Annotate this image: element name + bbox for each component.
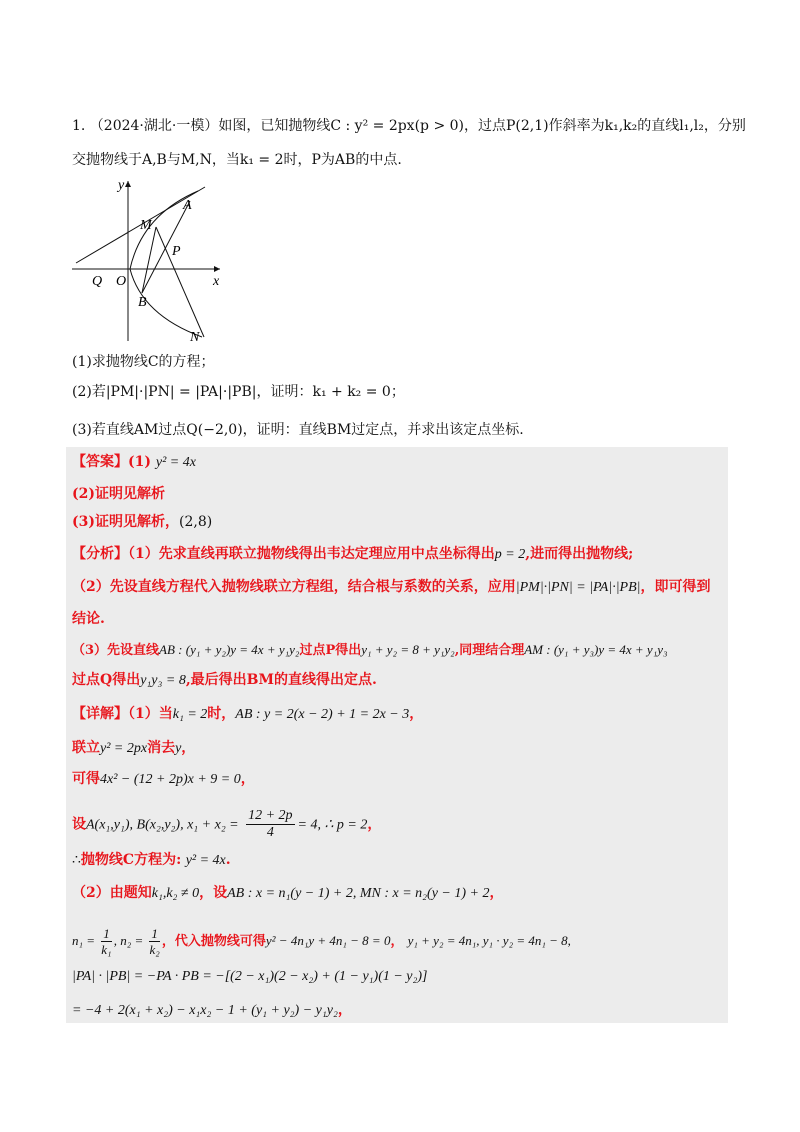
fraction-denominator: 4 [266, 825, 274, 840]
detail-7-fraction-1 [101, 926, 112, 957]
answer-line-1 [72, 452, 196, 473]
analysis-5-text2: ,最后得出BM的直线得出定点. [185, 672, 377, 688]
detail-line-4 [72, 808, 381, 841]
detail-tag: 【详解】 [72, 706, 128, 722]
detail-4-end: ， [367, 816, 382, 833]
detail-7-math2: y₁ + y₂ = 4n₁, y₁ · y₂ = 4n₁ − 8, [407, 933, 571, 948]
detail-6-end: ， [489, 885, 504, 901]
question-line-1: 1. （2024·湖北·一模）如图，已知抛物线C : y² = 2px(p > 0)，过点P(2,1)作斜率为k₁,k₂的直线l₁,l₂，分别 [72, 118, 746, 134]
question-part-1: (1)求抛物线C的方程； [72, 354, 215, 370]
answer-1-math: y² = 4x [155, 455, 196, 470]
detail-2-text1: 联立 [72, 740, 100, 756]
label-y: y [118, 178, 125, 193]
analysis-1-math: p = 2 [494, 547, 526, 562]
detail-3-math: 4x² − (12 + 2p)x + 9 = 0 [100, 772, 241, 787]
detail-4-text: 设 [72, 816, 86, 833]
analysis-4-math3: AM : (y₁ + y₃)y = 4x + y₁y₃ [524, 642, 668, 657]
detail-1-math1: k₁ = 2 [172, 707, 208, 722]
detail-4-math2: = 4, ∴ p = 2 [297, 817, 368, 833]
detail-6-text2: ，设 [199, 885, 228, 901]
detail-line-3 [72, 769, 255, 790]
analysis-line-2 [72, 577, 711, 598]
detail-1-text2: 时， [207, 706, 236, 722]
analysis-4-math1: AB : (y₁ + y₂)y = 4x + y₁y₂ [159, 642, 300, 657]
analysis-line-4 [72, 640, 668, 661]
detail-7-math: y² − 4n₁y + 4n₁ − 8 = 0 [265, 933, 391, 948]
detail-3-text: 可得 [72, 771, 100, 787]
analysis-line-1 [72, 544, 633, 565]
line-MB [142, 227, 156, 293]
detail-1-end: ， [409, 706, 424, 722]
analysis-line-3: 结论. [72, 611, 105, 627]
detail-2-math2: y [175, 741, 182, 756]
fraction-numerator: 12 + 2p [248, 808, 293, 823]
analysis-5-text1: 过点Q得出 [72, 672, 141, 688]
detail-7-text: ，代入抛物线可得 [161, 934, 266, 949]
question-line-2: 交抛物线于A,B与M,N，当k₁ = 2时，P为AB的中点. [72, 152, 402, 168]
label-x: x [213, 274, 220, 289]
answer-tag: 【答案】 [72, 454, 128, 470]
analysis-4-math2: y₁ + y₂ = 8 + y₁y₂ [361, 642, 455, 657]
detail-5-text: 抛物线C方程为: [80, 852, 182, 868]
analysis-4-text1: （3）先设直线 [72, 643, 160, 658]
label-N: N [190, 330, 200, 345]
detail-7-comma: ， [390, 934, 404, 949]
detail-6-text1: （2）由题知 [72, 885, 152, 901]
analysis-1-text: （1）先求直线再联立抛物线得出韦达定理应用中点坐标得出 [128, 546, 495, 562]
detail-4-math1: A(x₁,y₁), B(x₂,y₂), x₁ + x₂ = [86, 817, 239, 833]
detail-1-math2: AB : y = 2(x − 2) + 1 = 2x − 3 [235, 707, 410, 722]
label-O: O [116, 274, 127, 289]
answer-1-prefix: (1) [128, 454, 156, 470]
line-AB [142, 201, 190, 293]
analysis-4-text2: 过点P得出 [299, 643, 362, 658]
detail-2-math1: y² = 2px [100, 741, 148, 756]
detail-6-math1: k₁,k₂ ≠ 0 [151, 886, 200, 901]
detail-9-end: ， [337, 1002, 352, 1018]
detail-7-n1: n₁ = [72, 933, 96, 948]
detail-line-6 [72, 883, 503, 904]
analysis-1-end: ,进而得出抛物线; [525, 546, 634, 562]
x-axis-arrow [214, 266, 220, 272]
detail-2-text2: 消去 [147, 740, 176, 756]
answer-3-math: (2,8) [179, 514, 213, 530]
detail-5-math1: ∴ [72, 852, 81, 868]
analysis-4-text3: ,同理结合理 [454, 643, 525, 658]
detail-line-9 [72, 1000, 352, 1021]
detail-8-math: |PA| · |PB| = −PA · PB = −[(2 − x₁)(2 − x₂) + (1 − y₁)(1 − y₂)] [72, 969, 428, 984]
analysis-line-5 [72, 670, 377, 691]
detail-line-2 [72, 738, 195, 759]
fraction-2-numerator: 1 [151, 926, 158, 941]
analysis-2-end: ，即可得到 [640, 579, 711, 595]
detail-7-fraction-2 [149, 926, 160, 957]
detail-3-end: ， [240, 771, 255, 787]
question-part-3: (3)若直线AM过点Q(−2,0)，证明：直线BM过定点，并求出该定点坐标. [72, 422, 524, 438]
detail-5-end: . [225, 852, 231, 868]
detail-6-math2: AB : x = n₁(y − 1) + 2, MN : x = n₂(y − 1) + 2 [227, 886, 490, 901]
analysis-tag: 【分析】 [72, 546, 128, 562]
fraction-1-numerator: 1 [103, 926, 110, 941]
fraction-1-denominator: k₁ [101, 942, 112, 957]
analysis-2-math: |PM|·|PN| = |PA|·|PB| [515, 580, 641, 595]
detail-5-math2: y² = 4x [185, 853, 226, 868]
analysis-2-text: （2）先设直线方程代入抛物线联立方程组，结合根与系数的关系，应用 [72, 579, 516, 595]
detail-line-1 [72, 704, 423, 725]
answer-line-3 [72, 512, 212, 532]
detail-4-fraction [246, 808, 294, 841]
detail-7-n2: , n₂ = [113, 933, 144, 948]
label-A: A [183, 198, 192, 213]
detail-line-5 [72, 850, 231, 871]
detail-line-8 [72, 966, 428, 987]
detail-line-7 [72, 926, 571, 957]
label-B: B [138, 295, 147, 310]
analysis-5-math: y₁y₃ = 8 [140, 673, 186, 688]
y-axis-arrow [125, 181, 131, 187]
detail-1-text: （1）当 [128, 706, 173, 722]
label-P: P [172, 244, 181, 259]
detail-2-end: ， [181, 740, 196, 756]
fraction-2-denominator: k₂ [149, 942, 160, 957]
question-part-2: (2)若|PM|·|PN| = |PA|·|PB|，证明：k₁ + k₂ = 0； [72, 384, 405, 400]
answer-line-2: (2)证明见解析 [72, 486, 165, 502]
label-M: M [140, 218, 152, 233]
label-Q: Q [92, 274, 103, 289]
parabola-figure [70, 175, 230, 345]
detail-9-math: = −4 + 2(x₁ + x₂) − x₁x₂ − 1 + (y₁ + y₂) − y₁y₂ [72, 1003, 338, 1018]
answer-3-prefix: (3)证明见解析， [72, 514, 179, 530]
